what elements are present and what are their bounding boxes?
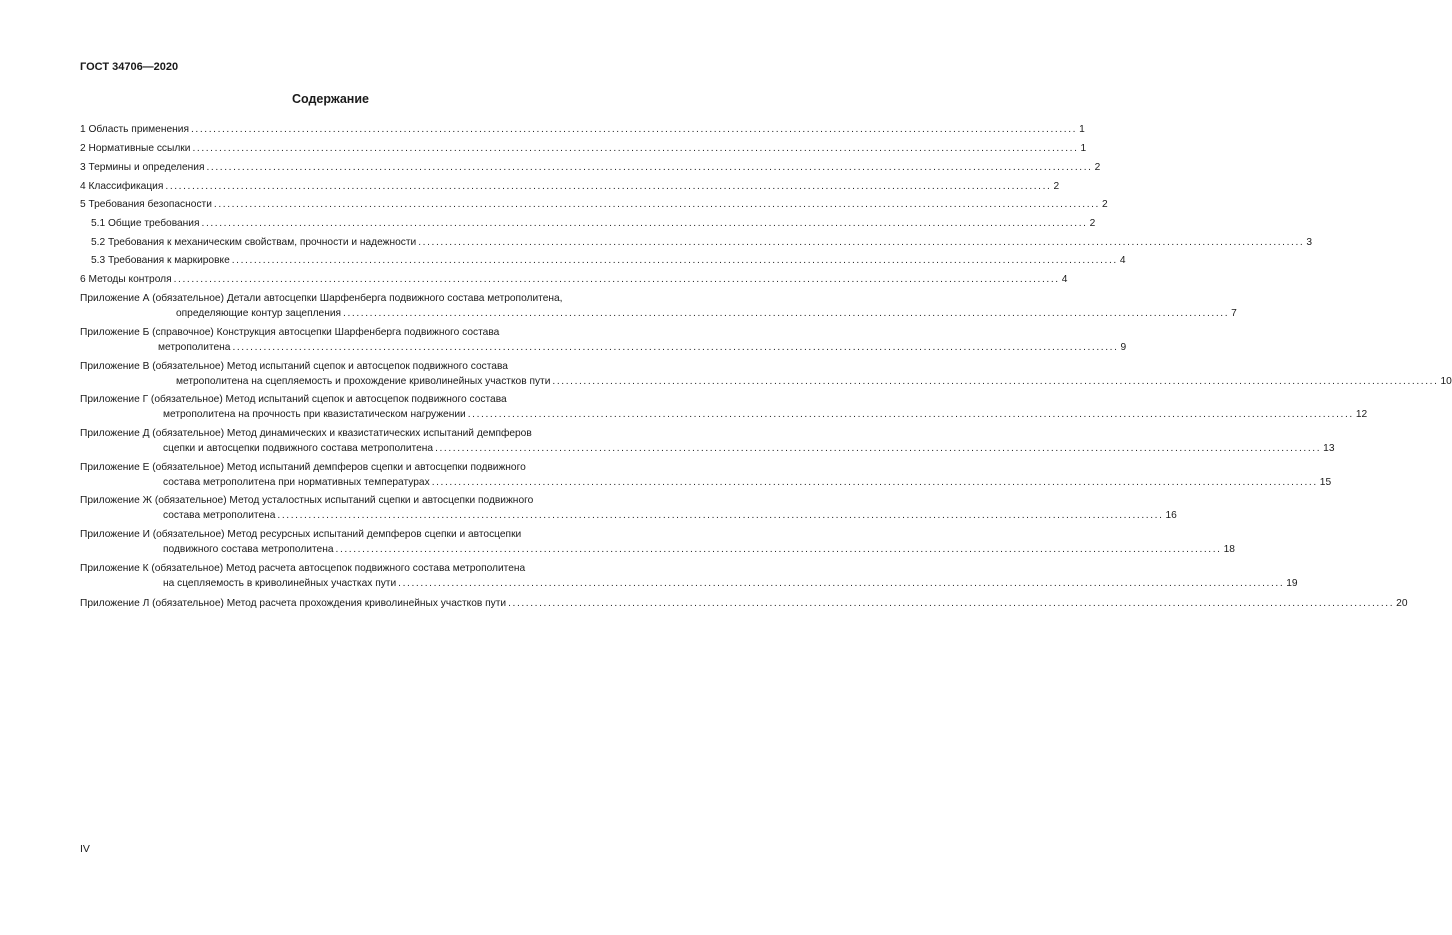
toc-appendix-entry — [80, 360, 610, 374]
dot-leader: ........................................................................................................................................................................................................ — [467, 409, 1354, 420]
toc-entry-text: Приложение Б (справочное) Конструкция автосцепки Шарфенберга подвижного состава — [80, 327, 500, 338]
toc-entry-text: Приложение Л (обязательное) Метод расчета прохождения криволинейных участков пути — [80, 598, 507, 609]
toc-entry-text: 2 Нормативные ссылки — [80, 143, 191, 154]
toc-entry-text: Приложение В (обязательное) Метод испытаний сцепок и автосцепок подвижного состава — [80, 361, 508, 372]
toc-appendix-entry — [80, 461, 610, 475]
toc-appendix-continuation — [163, 442, 1335, 456]
dot-leader: ........................................................................................................................................................................................................ — [206, 162, 1093, 173]
toc-appendix-continuation — [163, 543, 1235, 557]
toc-entry-page: 2 — [1053, 181, 1060, 192]
dot-leader: ........................................................................................................................................................................................................ — [435, 443, 1322, 454]
dot-leader: ........................................................................................................................................................................................................ — [232, 342, 1119, 353]
toc-appendix-entry — [80, 393, 610, 407]
toc-entry-text: Приложение И (обязательное) Метод ресурсных испытаний демпферов сцепки и автосцепки — [80, 529, 522, 540]
dot-leader: ........................................................................................................................................................................................................ — [508, 598, 1395, 609]
page-number: IV — [80, 843, 90, 855]
page-title: Содержание — [291, 92, 369, 106]
toc-appendix-continuation — [163, 476, 1332, 490]
toc-entry-text: 6 Методы контроля — [80, 274, 172, 285]
toc-entry — [80, 273, 1068, 287]
toc-appendix-continuation — [176, 307, 1237, 321]
toc-subentry — [91, 217, 1096, 231]
toc-appendix-continuation — [176, 375, 1452, 389]
dot-leader: ........................................................................................................................................................................................................ — [231, 255, 1118, 266]
toc-entry-text: на сцепляемость в криволинейных участках пути — [163, 578, 397, 589]
toc-entry-text: Приложение Е (обязательное) Метод испытаний демпферов сцепки и автосцепки подвижного — [80, 462, 526, 473]
document-standard-header: ГОСТ 34706—2020 — [80, 61, 179, 73]
toc-entry-text: 1 Область применения — [80, 124, 189, 135]
toc-entry-text: состава метрополитена при нормативных температурах — [163, 477, 430, 488]
toc-entry-text: 5.1 Общие требования — [91, 218, 200, 229]
dot-leader: ........................................................................................................................................................................................................ — [192, 143, 1079, 154]
toc-appendix-continuation — [158, 341, 1127, 355]
dot-leader: ........................................................................................................................................................................................................ — [335, 544, 1222, 555]
toc-entry-text: метрополитена на сцепляемость и прохождение криволинейных участков пути — [176, 376, 551, 387]
toc-entry-page: 16 — [1165, 510, 1177, 521]
toc-subentry — [91, 236, 1313, 250]
toc-appendix-continuation — [163, 577, 1298, 591]
toc-appendix-entry — [80, 528, 610, 542]
toc-entry-page: 20 — [1396, 598, 1408, 609]
toc-entry-text: 5.3 Требования к маркировке — [91, 255, 230, 266]
toc-appendix-entry — [80, 292, 610, 306]
toc-entry-page: 13 — [1323, 443, 1335, 454]
toc-entry-page: 15 — [1319, 477, 1332, 488]
toc-entry-page: 2 — [1089, 218, 1096, 229]
toc-entry-page: 2 — [1094, 162, 1101, 173]
toc-entry-text: 3 Термины и определения — [80, 162, 205, 173]
toc-entry — [80, 180, 1060, 194]
toc-entry-text: 5.2 Требования к механическим свойствам, прочности и надежности — [91, 237, 417, 248]
toc-appendix-entry — [80, 326, 610, 340]
toc-entry-page: 18 — [1223, 544, 1235, 555]
toc-entry-text: Приложение Д (обязательное) Метод динамических и квазистатических испытаний демпферов — [80, 428, 532, 439]
dot-leader: ........................................................................................................................................................................................................ — [173, 274, 1060, 285]
toc-entry-text: определяющие контур зацепления — [176, 308, 342, 319]
toc-entry — [80, 198, 1108, 212]
toc-entry-page: 10 — [1440, 376, 1452, 387]
dot-leader: ........................................................................................................................................................................................................ — [398, 578, 1285, 589]
toc-entry-text: состава метрополитена — [163, 510, 276, 521]
toc-entry-text: 5 Требования безопасности — [80, 199, 212, 210]
dot-leader: ........................................................................................................................................................................................................ — [552, 376, 1439, 387]
toc-entry-page: 2 — [1102, 199, 1108, 210]
toc-subentry — [91, 254, 1126, 268]
dot-leader: ........................................................................................................................................................................................................ — [418, 237, 1305, 248]
toc-entry — [80, 123, 1085, 137]
toc-entry-page: 19 — [1286, 578, 1298, 589]
toc-entry-page: 12 — [1355, 409, 1368, 420]
dot-leader: ........................................................................................................................................................................................................ — [213, 199, 1100, 210]
toc-entry — [80, 142, 1087, 156]
toc-entry-page: 1 — [1080, 143, 1087, 154]
toc-appendix-entry — [80, 427, 610, 441]
dot-leader: ........................................................................................................................................................................................................ — [343, 308, 1230, 319]
toc-entry-page: 4 — [1061, 274, 1068, 285]
toc-entry-text: метрополитена — [158, 342, 231, 353]
toc-appendix-continuation — [163, 509, 1177, 523]
dot-leader: ........................................................................................................................................................................................................ — [431, 477, 1318, 488]
toc-appendix-entry — [80, 597, 1408, 611]
toc-entry-text: Приложение Г (обязательное) Метод испытаний сцепок и автосцепок подвижного состава — [80, 394, 507, 405]
toc-appendix-continuation — [163, 408, 1368, 422]
dot-leader: ........................................................................................................................................................................................................ — [165, 181, 1052, 192]
toc-entry — [80, 161, 1101, 175]
toc-entry-page: 3 — [1306, 237, 1313, 248]
toc-entry-text: сцепки и автосцепки подвижного состава метрополитена — [163, 443, 434, 454]
toc-appendix-entry — [80, 494, 610, 508]
toc-entry-text: 4 Классификация — [80, 181, 164, 192]
toc-entry-page: 7 — [1231, 308, 1237, 319]
toc-entry-page: 9 — [1120, 342, 1127, 353]
toc-entry-text: метрополитена на прочность при квазистатическом нагружении — [163, 409, 466, 420]
dot-leader: ........................................................................................................................................................................................................ — [190, 124, 1078, 135]
toc-entry-page: 1 — [1079, 124, 1085, 135]
toc-entry-page: 4 — [1119, 255, 1126, 266]
toc-entry-text: подвижного состава метрополитена — [163, 544, 334, 555]
toc-entry-text: Приложение А (обязательное) Детали автосцепки Шарфенберга подвижного состава метрополитена, — [80, 293, 563, 304]
dot-leader: ........................................................................................................................................................................................................ — [277, 510, 1164, 521]
toc-entry-text: Приложение К (обязательное) Метод расчета автосцепок подвижного состава метрополитена — [80, 563, 526, 574]
dot-leader: ........................................................................................................................................................................................................ — [201, 218, 1088, 229]
toc-appendix-entry — [80, 562, 610, 576]
toc-entry-text: Приложение Ж (обязательное) Метод усталостных испытаний сцепки и автосцепки подвижного — [80, 495, 534, 506]
